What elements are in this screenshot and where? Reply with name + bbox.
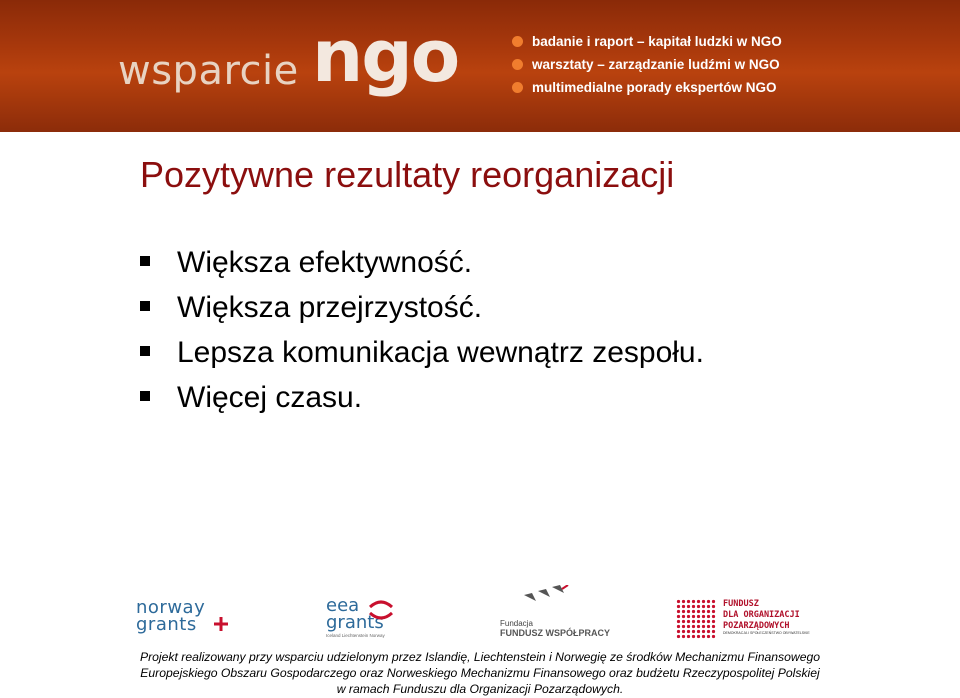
banner-item-label: badanie i raport – kapitał ludzki w NGO: [532, 34, 782, 49]
square-bullet-icon: [140, 256, 150, 266]
logo-text: eea: [326, 595, 360, 616]
norway-grants-logo: [136, 599, 205, 633]
logo-text: grants: [136, 614, 197, 635]
bullet-dot-icon: [512, 82, 523, 93]
square-bullet-icon: [140, 391, 150, 401]
logo-subtext: DEMOKRACJA I SPOŁECZEŃSTWO OBYWATELSKIE: [723, 631, 810, 635]
bullet-text: Lepsza komunikacja wewnątrz zespołu.: [177, 335, 704, 369]
bullet-text: Większa przejrzystość.: [177, 290, 483, 324]
logo-word: wsparcie: [118, 48, 299, 94]
footer-line: Projekt realizowany przy wsparciu udzielonym przez Islandię, Liechtenstein i Norwegię ze środków Mechanizmu Finansowego: [139, 650, 821, 664]
logo-brand: ngo: [312, 14, 459, 98]
bullet-item: [140, 330, 704, 375]
footer-line: w ramach Funduszu dla Organizacji Pozarządowych.: [336, 682, 624, 696]
logo-text: DLA ORGANIZACJI: [723, 610, 800, 620]
header-banner: [0, 0, 960, 132]
logo-text: Fundacja: [500, 619, 533, 628]
logo-text: FUNDUSZ WSPÓŁPRACY: [500, 628, 610, 638]
logo-text: FUNDUSZ: [723, 599, 759, 609]
banner-list-item: [512, 30, 782, 53]
eea-grants-logo: [326, 597, 385, 638]
bullet-text: Więcej czasu.: [177, 380, 363, 414]
banner-list-item: [512, 53, 782, 76]
footer-line: Europejskiego Obszaru Gospodarczego oraz Norweskiego Mechanizmu Finansowego oraz budżetu Rzeczypospolitej Polskiej: [140, 666, 820, 680]
square-bullet-icon: [140, 346, 150, 356]
bullet-dot-icon: [512, 59, 523, 70]
eea-emblem-icon: [366, 597, 396, 623]
logo-text: POZARZĄDOWYCH: [723, 621, 790, 631]
bullet-list: [140, 240, 704, 420]
banner-item-label: warsztaty – zarządzanie ludźmi w NGO: [532, 57, 780, 72]
logo-subtext: Iceland Liechtenstein Norway: [326, 633, 385, 638]
dot-grid-icon: [676, 599, 716, 639]
logo-text: norway: [136, 597, 206, 618]
logo-text: grants: [326, 612, 384, 633]
bullet-item: [140, 240, 704, 285]
banner-list: [512, 30, 782, 99]
footer-note: [0, 649, 960, 697]
banner-list-item: [512, 76, 782, 99]
bullet-item: [140, 375, 704, 420]
slide-title: Pozytywne rezultaty reorganizacji: [140, 154, 675, 195]
fundacja-logo: [500, 585, 610, 638]
square-bullet-icon: [140, 301, 150, 311]
birds-icon: [522, 585, 572, 615]
sponsor-logos: [0, 585, 960, 645]
cross-icon: [212, 615, 230, 633]
banner-item-label: multimedialne porady ekspertów NGO: [532, 80, 777, 95]
logo-text-block: [723, 599, 800, 632]
bullet-text: Większa efektywność.: [177, 245, 473, 279]
bullet-dot-icon: [512, 36, 523, 47]
bullet-item: [140, 285, 704, 330]
